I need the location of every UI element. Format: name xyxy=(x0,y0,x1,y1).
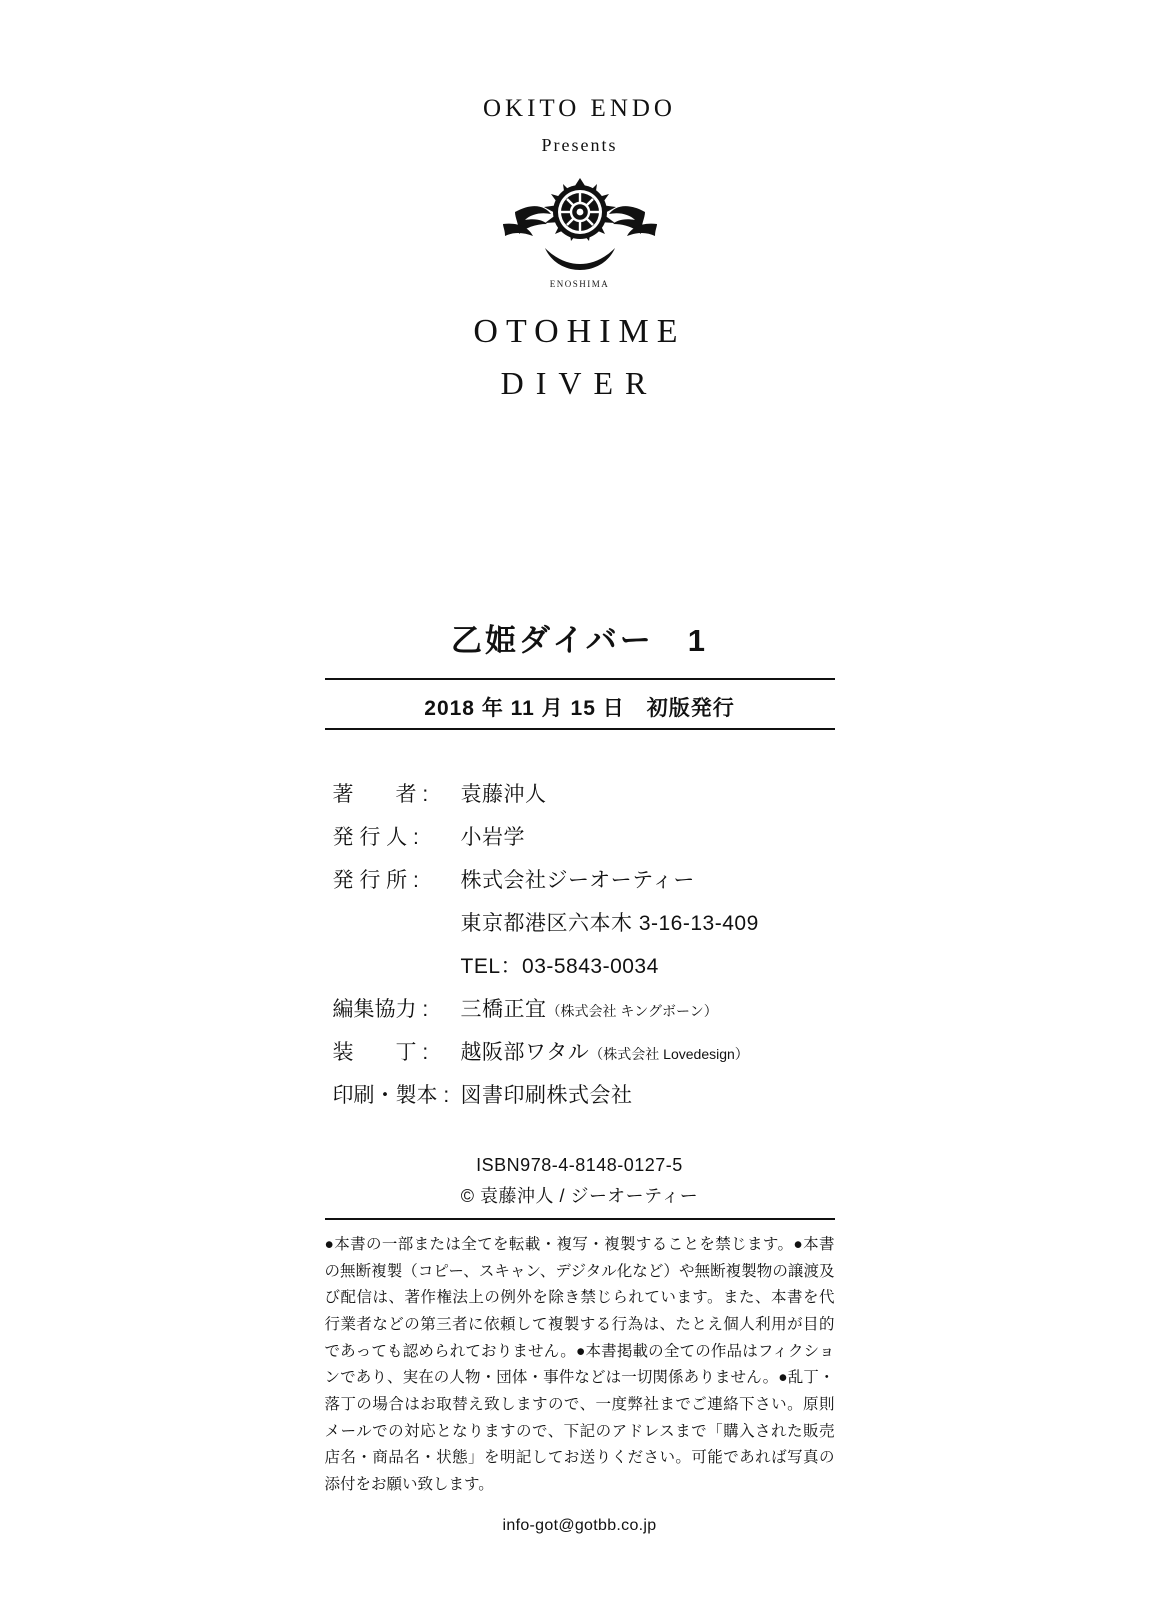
credit-row xyxy=(333,950,835,980)
credit-row xyxy=(333,864,835,894)
credit-value: 袁藤沖人 xyxy=(460,783,547,806)
author-name-en: OKITO ENDO xyxy=(483,95,676,122)
legal-notice: ●本書の一部または全てを転載・複写・複製することを禁じます。●本書の無断複製（コピー、スキャン、デジタル化など）や無断複製物の譲渡及び配信は、著作権法上の例外を除き禁じられています。また、本書を代行業者などの第三者に依頼して複製する行為は、たとえ個人利用が目的であっても認められておりません。●本書掲載の全ての作品はフィクションであり、実在の人物・団体・事件などは一切関係ありません。●乱丁・落丁の場合はお取替え致しますので、一度弊社までご連絡下さい。原則メールでの対応となりますので、下記のアドレスまで「購入された販売店名・商品名・状態」を明記してお送りください。可能であれば写真の添付をお願い致します。 xyxy=(324,1236,835,1493)
credit-value: TEL：03-5843-0034 xyxy=(460,955,659,978)
emblem-caption: ENOSHIMA xyxy=(549,279,610,289)
copyright-line: © 袁藤沖人 / ジーオーティー xyxy=(460,1186,699,1206)
page-bottom-margin xyxy=(0,1604,1159,1618)
series-title-en: OTOHIME xyxy=(473,313,686,350)
contact-email: info-got@gotbb.co.jp xyxy=(502,1516,657,1534)
credit-value: 東京都港区六本木 3-16-13-409 xyxy=(460,912,759,935)
series-subtitle-en: DIVER xyxy=(500,365,659,401)
enoshima-crest-icon xyxy=(0,170,1159,285)
credit-note: （株式会社 Lovedesign） xyxy=(589,1046,749,1062)
credit-value: 小岩学 xyxy=(460,826,525,849)
divider-under-date xyxy=(325,728,835,730)
credit-label: 発 行 所 : xyxy=(332,869,419,892)
credit-label: 印刷・製本 : xyxy=(332,1084,450,1107)
credit-row xyxy=(333,778,835,808)
credit-row xyxy=(333,1079,835,1109)
credit-label: 装 丁 : xyxy=(332,1041,429,1064)
publication-date: 2018 年 11 月 15 日 初版発行 xyxy=(424,697,735,720)
credit-row xyxy=(333,821,835,851)
credit-label: 編集協力 : xyxy=(332,998,429,1021)
colophon-block xyxy=(325,615,835,1535)
book-title: 乙姫ダイバー 1 xyxy=(451,623,708,658)
credit-value: 越阪部ワタル xyxy=(460,1041,590,1064)
credit-label: 発 行 人 : xyxy=(332,826,419,849)
credit-row xyxy=(333,907,835,937)
presents-label: Presents xyxy=(541,135,618,155)
credit-row xyxy=(333,1036,835,1066)
isbn-block xyxy=(325,1155,835,1208)
credit-row xyxy=(333,993,835,1023)
credit-note: （株式会社 キングボーン） xyxy=(546,1003,718,1019)
isbn-number: ISBN978-4-8148-0127-5 xyxy=(476,1155,683,1175)
credit-value: 三橋正宜 xyxy=(460,998,547,1021)
credits-list xyxy=(325,778,835,1109)
credit-value: 図書印刷株式会社 xyxy=(460,1084,633,1107)
credit-value: 株式会社ジーオーティー xyxy=(460,869,695,892)
colophon-header xyxy=(0,95,1159,402)
credit-label: 著 者 : xyxy=(332,783,429,806)
